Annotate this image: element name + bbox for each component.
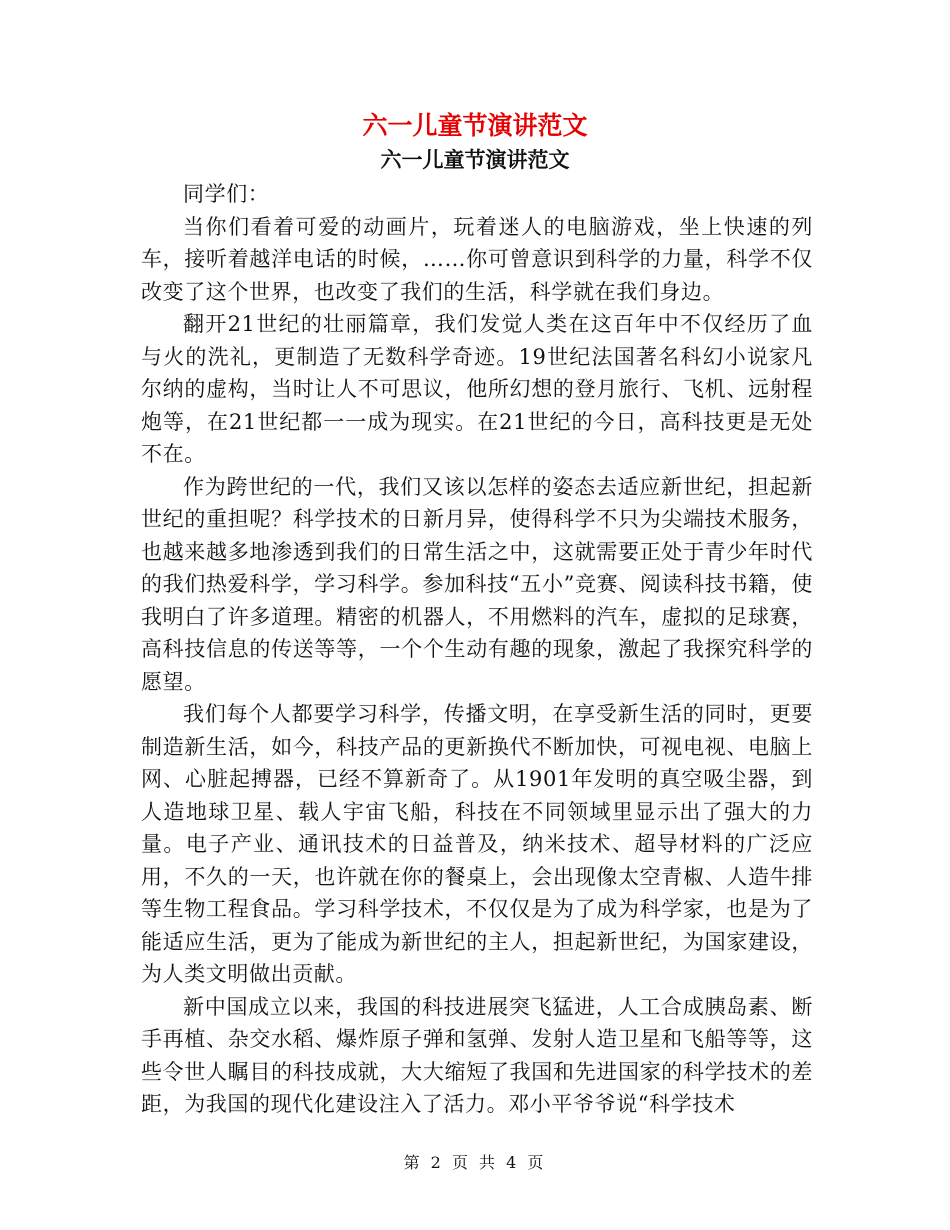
page-number-footer: 第 2 页 共 4 页 xyxy=(403,1153,547,1172)
body-paragraph: 我们每个人都要学习科学，传播文明，在享受新生活的同时，更要制造新生活，如今，科技产品的更新换代不断加快，可视电视、电脑上网、心脏起搏器，已经不算新奇了。从1901年发明的真空吸尘器，到人造地球卫星、载人宇宙飞船，科技在不同领域里显示出了强大的力量。电子产业、通讯技术的日益普及，纳米技术、超导材料的广泛应用，不久的一天，也许就在你的餐桌上，会出现像太空青椒、人造牛排等生物工程食品。学习科学技术，不仅仅是为了成为科学家，也是为了能适应生活，更为了能成为新世纪的主人，担起新世纪，为国家建设，为人类文明做出贡献。 xyxy=(141,702,813,986)
body-paragraph: 当你们看着可爱的动画片，玩着迷人的电脑游戏，坐上快速的列车，接听着越洋电话的时候，……你可曾意识到科学的力量，科学不仅改变了这个世界，也改变了我们的生活，科学就在我们身边。 xyxy=(141,214,813,304)
document-subtitle: 六一儿童节演讲范文 xyxy=(380,147,570,172)
salutation-paragraph: 同学们： xyxy=(183,182,270,206)
document-body xyxy=(141,178,813,1121)
document-title: 六一儿童节演讲范文 xyxy=(362,111,588,140)
body-paragraph: 翻开21世纪的壮丽篇章，我们发觉人类在这百年中不仅经历了血与火的洗礼，更制造了无数科学奇迹。19世纪法国著名科幻小说家凡尔纳的虚构，当时让人不可思议，他所幻想的登月旅行、飞机、远射程炮等，在21世纪都一一成为现实。在21世纪的今日，高科技更是无处不在。 xyxy=(141,312,813,466)
body-paragraph: 作为跨世纪的一代，我们又该以怎样的姿态去适应新世纪，担起新世纪的重担呢？科学技术的日新月异，使得科学不只为尖端技术服务，也越来越多地渗透到我们的日常生活之中，这就需要正处于青少年时代的我们热爱科学，学习科学。参加科技“五小”竞赛、阅读科技书籍，使我明白了许多道理。精密的机器人，不用燃料的汽车，虚拟的足球赛，高科技信息的传送等等，一个个生动有趣的现象，激起了我探究科学的愿望。 xyxy=(141,474,813,694)
body-paragraph: 新中国成立以来，我国的科技进展突飞猛进，人工合成胰岛素、断手再植、杂交水稻、爆炸原子弹和氢弹、发射人造卫星和飞船等等，这些令世人瞩目的科技成就，大大缩短了我国和先进国家的科学技术的差距，为我国的现代化建设注入了活力。邓小平爷爷说“科学技术 xyxy=(141,994,813,1116)
